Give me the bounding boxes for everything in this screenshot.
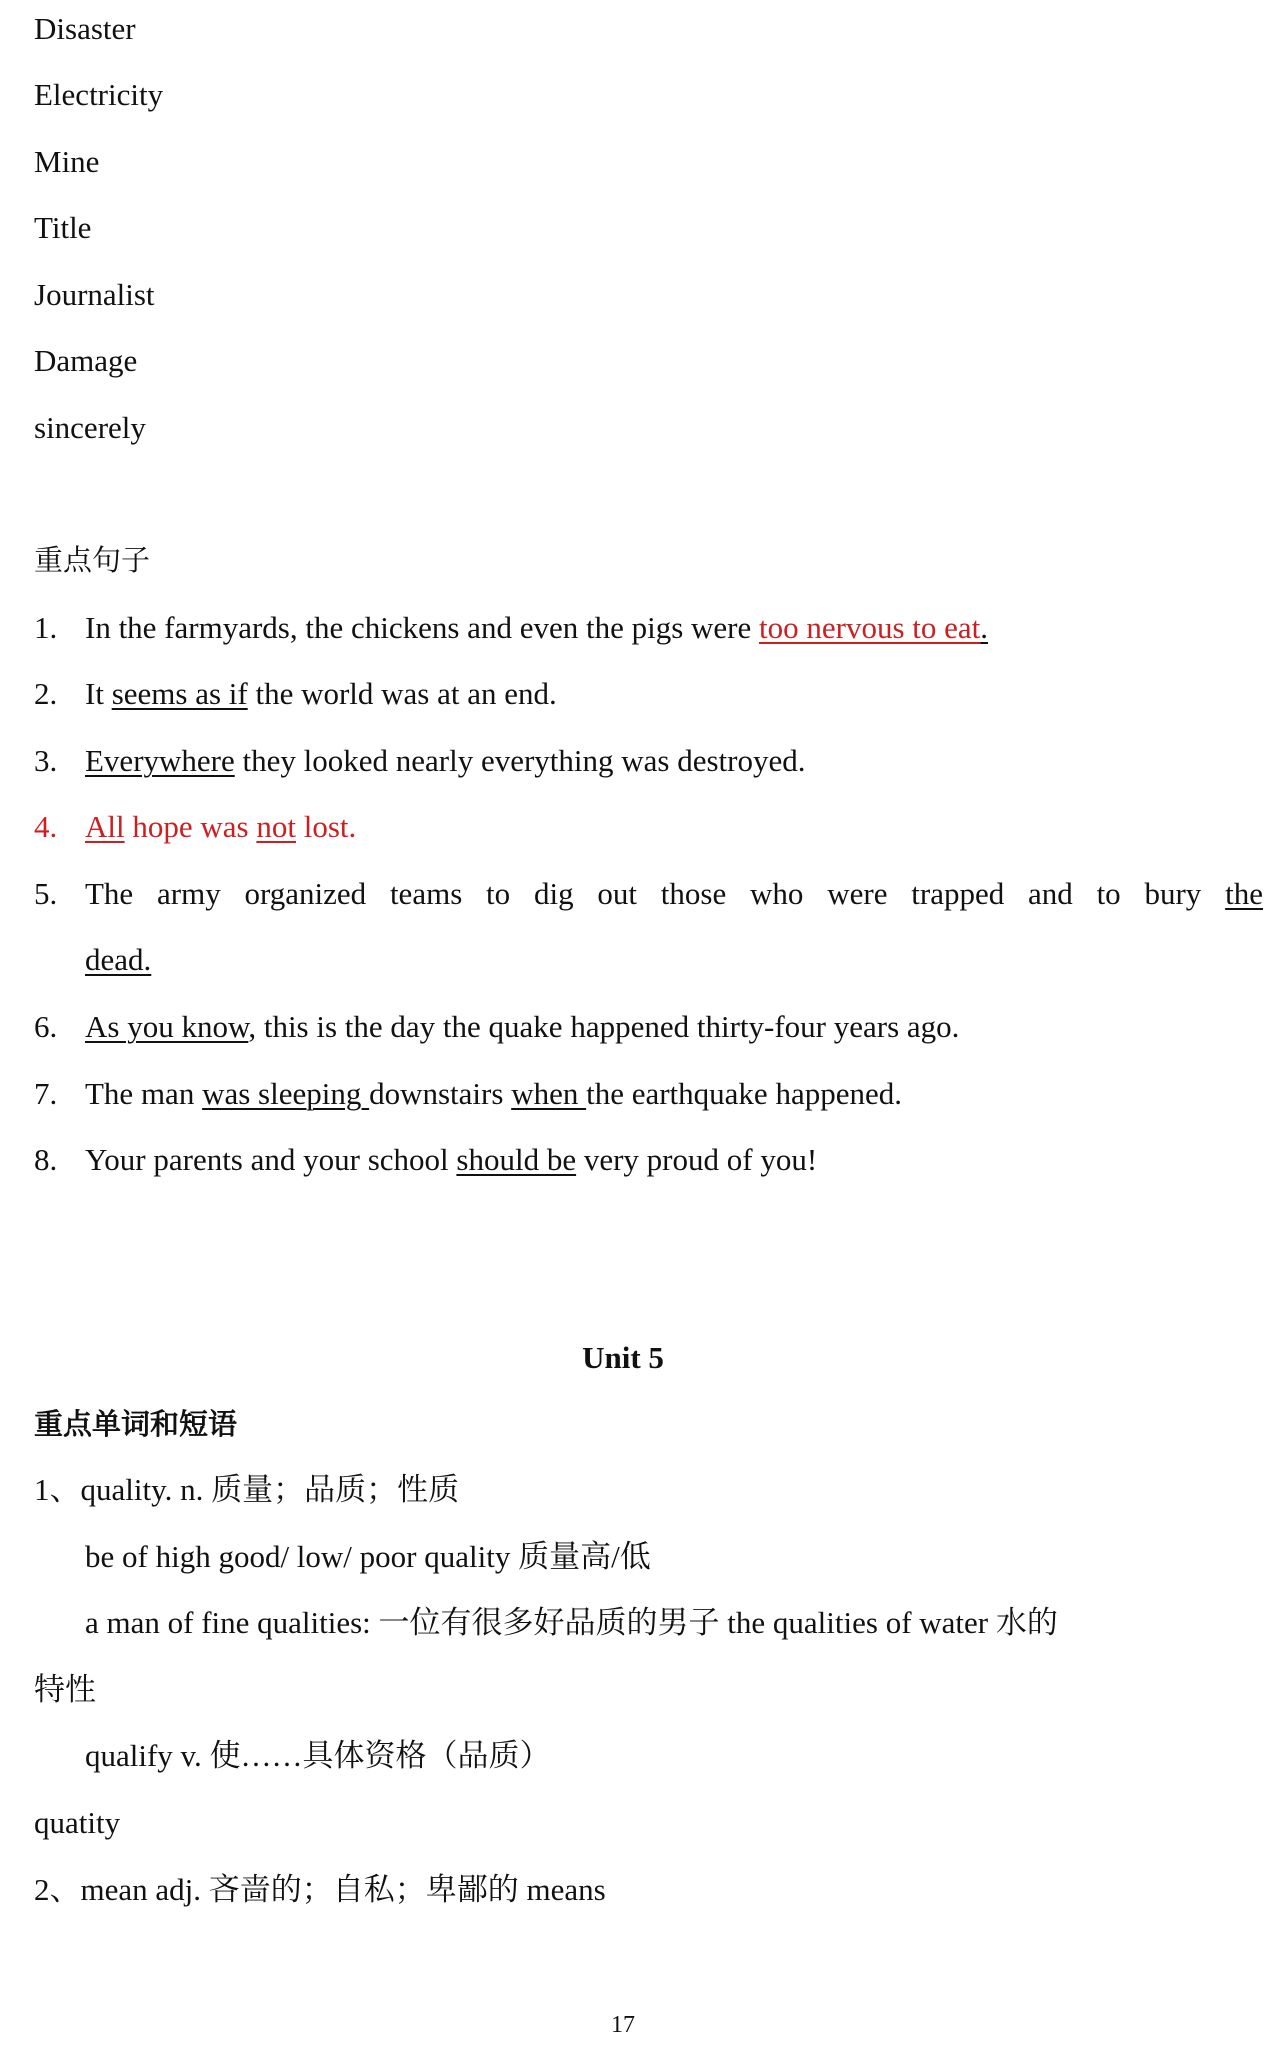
underlined-phrase: seems as if	[111, 676, 248, 711]
underlined-phrase: All	[85, 809, 125, 844]
entry-quality-example: be of high good/ low/ poor quality 质量高/低	[85, 1539, 651, 1574]
entry-quatity: quatity	[34, 1805, 121, 1840]
sentence-text: It	[85, 676, 112, 711]
sentence-text: the earthquake happened.	[586, 1076, 902, 1111]
sentence-text: Your parents and your school	[85, 1142, 457, 1177]
vocab-item: Disaster	[34, 11, 136, 46]
vocab-item: Electricity	[34, 77, 164, 112]
sentence-4	[34, 807, 356, 847]
sentence-text: , this is the day the quake happened thirty-four years ago.	[248, 1009, 960, 1044]
sentence-text: the world was at an end.	[247, 676, 557, 711]
sentence-text: very proud of you!	[576, 1142, 818, 1177]
sentence-number: 7.	[34, 1076, 58, 1111]
entry-quality-head: 1、quality. n. 质量；品质；性质	[34, 1472, 460, 1507]
sentence-5-text	[85, 874, 1263, 914]
entry-quality-example: a man of fine qualities: 一位有很多好品质的男子 the qualities of water 水的	[85, 1605, 1058, 1640]
underlined-phrase: when	[511, 1076, 587, 1111]
sentence-text: The army organized teams to dig out those who were trapped and to bury	[85, 876, 1226, 911]
sentence-number: 8.	[34, 1142, 58, 1177]
sentence-number: 4.	[34, 809, 58, 844]
underlined-phrase: was sleeping	[202, 1076, 370, 1111]
underlined-phrase: not	[256, 809, 296, 844]
sentence-number: 2.	[34, 676, 58, 711]
sentence-3	[34, 741, 806, 781]
sentence-1	[34, 608, 988, 648]
sentence-7	[34, 1074, 902, 1114]
underlined-phrase: should be	[456, 1142, 577, 1177]
sentence-text: lost.	[295, 809, 357, 844]
sentence-text: hope was	[124, 809, 257, 844]
sentence-number: 3.	[34, 743, 58, 778]
sentence-number: 1.	[34, 610, 58, 645]
entry-quality-example-wrap: 特性	[34, 1672, 96, 1707]
words-heading: 重点单词和短语	[34, 1407, 238, 1441]
sentence-text: In the farmyards, the chickens and even the pigs were	[85, 610, 759, 645]
page-number: 17	[611, 2012, 635, 2038]
sentence-5-continuation	[85, 940, 151, 980]
underlined-phrase: dead.	[85, 942, 152, 977]
underlined-phrase: the	[1225, 876, 1263, 911]
underlined-phrase: Everywhere	[85, 743, 235, 778]
vocab-item: Title	[34, 210, 92, 245]
vocab-item: Mine	[34, 144, 100, 179]
vocab-item: sincerely	[34, 410, 146, 445]
sentence-text: they looked nearly everything was destroyed.	[234, 743, 806, 778]
sentence-8	[34, 1140, 817, 1180]
sentence-6	[34, 1007, 959, 1047]
sentences-heading: 重点句子	[34, 543, 151, 577]
entry-qualify: qualify v. 使……具体资格（品质）	[85, 1738, 551, 1773]
sentence-number: 5.	[34, 876, 58, 911]
sentence-text: downstairs	[369, 1076, 512, 1111]
sentence-number: 6.	[34, 1009, 58, 1044]
sentence-text: .	[980, 610, 989, 645]
entry-mean-head: 2、mean adj. 吝啬的；自私；卑鄙的 means	[34, 1872, 606, 1907]
sentence-5	[34, 874, 85, 914]
vocab-item: Damage	[34, 343, 138, 378]
sentence-text: The man	[85, 1076, 203, 1111]
sentence-2	[34, 674, 557, 714]
unit-title: Unit 5	[582, 1340, 664, 1375]
underlined-phrase: As you know	[85, 1009, 249, 1044]
vocab-item: Journalist	[34, 277, 155, 312]
highlighted-phrase: too nervous to eat	[759, 610, 981, 645]
